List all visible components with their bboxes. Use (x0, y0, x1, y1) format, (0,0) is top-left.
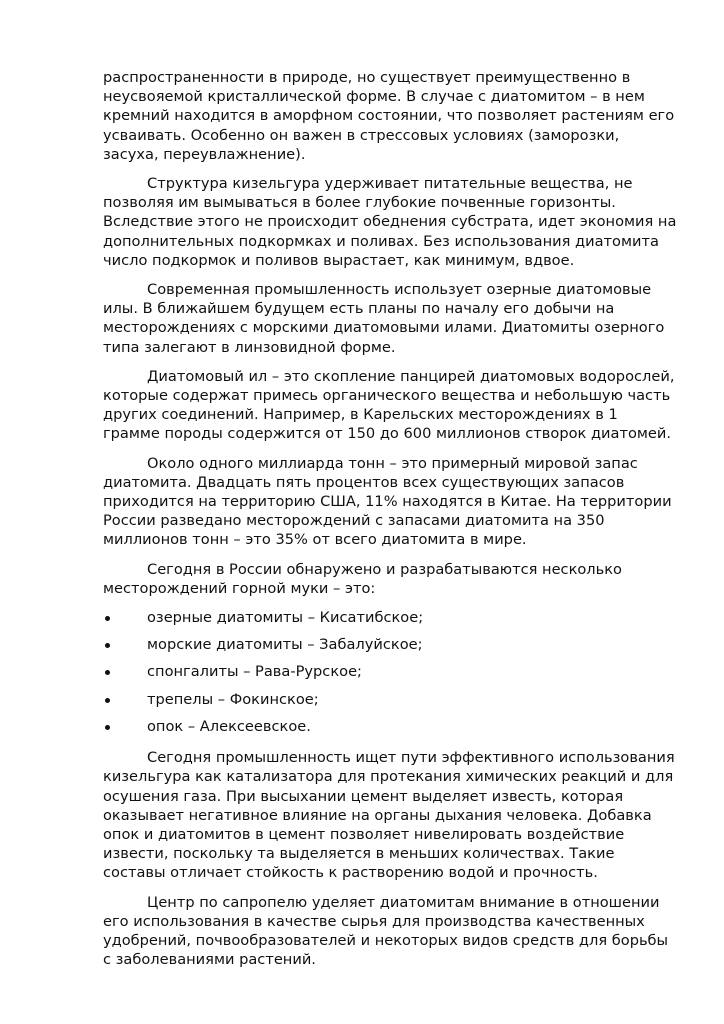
paragraph-world-reserves: Около одного миллиарда тонн – это примерный мировой запас диатомита. Двадцать пять процентов всех существующих запасов приходится на территорию США, 11% находятся в Китае. На территории России разведано месторождений с запасами диатомита на 350 миллионов тонн – это 35% от всего диатомита в мире. (103, 454, 672, 549)
list-item (103, 608, 677, 627)
bullet-icon (105, 725, 110, 730)
list-item-text: морские диатомиты – Забалуйское; (147, 636, 423, 654)
paragraph-russia-deposits: Сегодня в России обнаружено и разрабатываются несколько месторождений горной муки – это: (103, 560, 622, 597)
paragraph-modern-industry: Современная промышленность использует озерные диатомовые илы. В ближайшем будущем есть планы по началу его добычи на месторождениях с морскими диатомовыми илами. Диатомиты озерного типа залегают в линзовидной форме. (103, 281, 665, 356)
bullet-icon (105, 616, 110, 621)
bullet-icon (105, 670, 110, 675)
list-item-text: трепелы – Фокинское; (147, 690, 319, 708)
list-item (103, 635, 677, 654)
deposit-list (103, 608, 677, 736)
paragraph-continuation: распространенности в природе, но существует преимущественно в неусвояемой кристаллической форме. В случае с диатомитом – в нем кремний находится в аморфном состоянии, что позволяет растениям его усваивать. Особенно он важен в стрессовых условиях (заморозки, засуха, переувлажнение). (103, 69, 675, 163)
list-item-text: озерные диатомиты – Кисатибское; (147, 609, 424, 627)
paragraph-sapropel-center: Центр по сапропелю уделяет диатомитам внимание в отношении его использования в качестве сырья для производства качественных удобрений, почвообразователей и некоторых видов средств для борьбы с заболеваниями растений. (103, 893, 669, 969)
list-item (103, 662, 677, 681)
bullet-icon (105, 643, 110, 648)
list-item-text: опок – Алексеевское. (147, 717, 311, 735)
paragraph-kieselguhr-structure: Структура кизельгура удерживает питательные вещества, не позволяя им вымываться в более глубокие почвенные горизонты. Вследствие этого не происходит обеднения субстрата, идет экономия на дополнительных подкормках и поливах. Без использования диатомита число подкормок и поливов вырастает, как минимум, вдвое. (103, 175, 677, 269)
list-item (103, 717, 677, 736)
list-item-text: спонгалиты – Рава-Рурское; (147, 663, 362, 681)
paragraph-diatom-silt: Диатомовый ил – это скопление панцирей диатомовых водорослей, которые содержат примесь органического вещества и небольшую часть других соединений. Например, в Карельских месторождениях в 1 грамме породы содержится от 150 до 600 миллионов створок диатомей. (103, 367, 675, 443)
paragraph-industry-uses: Сегодня промышленность ищет пути эффективного использования кизельгура как катализатора для протекания химических реакций и для осушения газа. При высыхании цемент выделяет известь, которая оказывает негативное влияние на органы дыхания человека. Добавка опок и диатомитов в цемент позволяет нивелировать воздействие извести, поскольку та выделяется в меньших количествах. Такие составы отличает стойкость к растворению водой и прочность. (103, 749, 675, 882)
bullet-icon (105, 698, 110, 703)
list-item (103, 690, 677, 709)
document-page (103, 68, 677, 979)
